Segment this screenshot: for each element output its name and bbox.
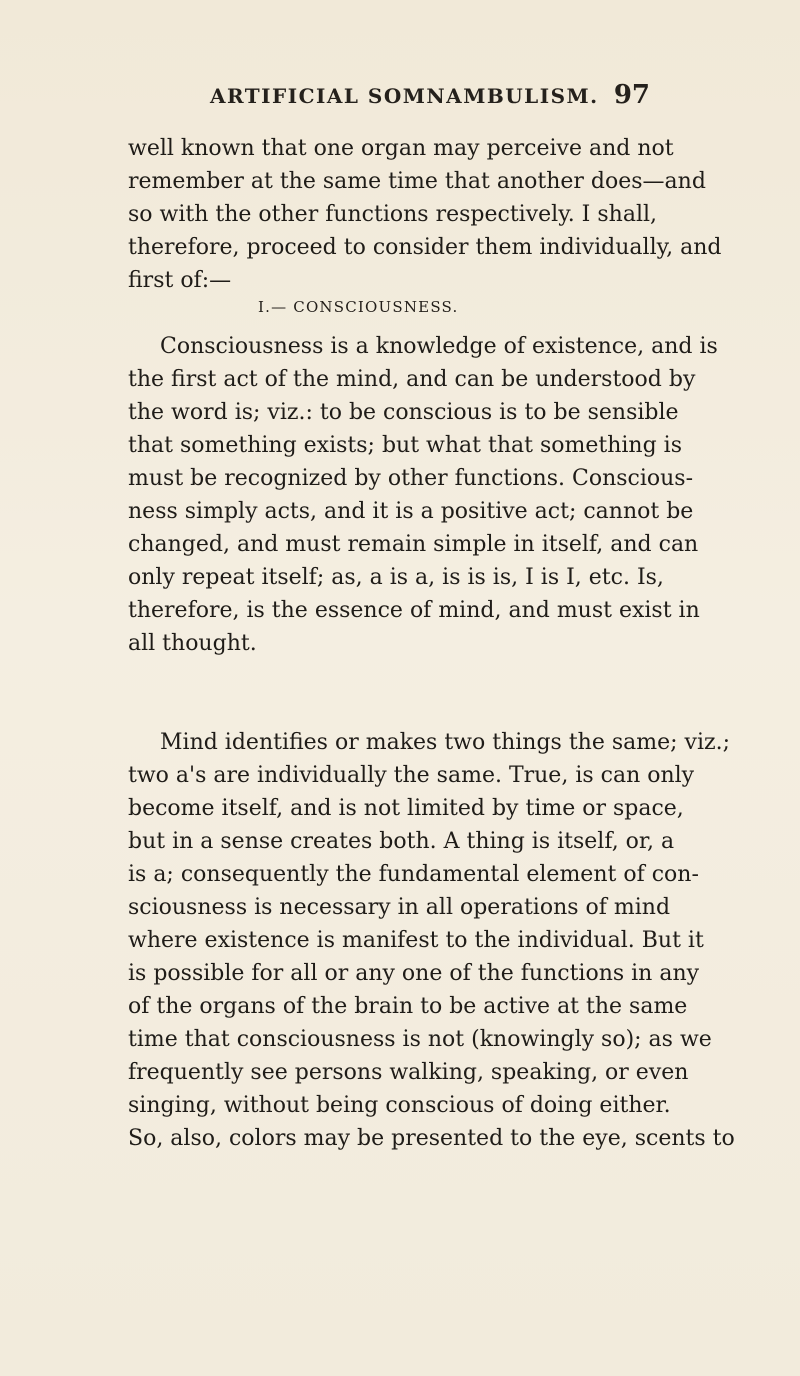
text-line: is possible for all or any one of the functions in any (128, 961, 700, 986)
text-line: well known that one organ may perceive and not (128, 136, 674, 161)
text-line: therefore, is the essence of mind, and must exist in (128, 598, 700, 623)
text-line: all thought. (128, 631, 257, 656)
text-line: first of:— (128, 268, 232, 293)
text-line: ness simply acts, and it is a positive act; cannot be (128, 499, 694, 524)
text-line: become itself, and is not limited by time or space, (128, 796, 684, 821)
text-line: must be recognized by other functions. Conscious- (128, 466, 694, 491)
text-line: but in a sense creates both. A thing is itself, or, a (128, 829, 675, 854)
text-line: Consciousness is a knowledge of existence, and is (160, 334, 718, 359)
text-line: Mind identifies or makes two things the same; viz.; (160, 730, 731, 755)
text-line: the word is; viz.: to be conscious is to be sensible (128, 400, 679, 425)
paragraph-3 (128, 726, 735, 1155)
text-line: only repeat itself; as, a is a, is is is, I is I, etc. Is, (128, 565, 664, 590)
paragraph-2 (128, 330, 718, 660)
text-line: so with the other functions respectively. I shall, (128, 202, 658, 227)
text-line: remember at the same time that another does—and (128, 169, 706, 194)
text-line: where existence is manifest to the individual. But it (128, 928, 704, 953)
text-line: sciousness is necessary in all operations of mind (128, 895, 671, 920)
text-line: is a; consequently the fundamental element of con- (128, 862, 699, 887)
text-line: time that consciousness is not (knowingly so); as we (128, 1027, 712, 1052)
text-line: therefore, proceed to consider them individually, and (128, 235, 722, 260)
paragraph-1 (128, 132, 722, 297)
running-head-title: ARTIFICIAL SOMNAMBULISM. (210, 84, 599, 108)
page-number: 97 (613, 80, 650, 110)
text-line: frequently see persons walking, speaking, or even (128, 1060, 689, 1085)
text-line: of the organs of the brain to be active at the same (128, 994, 688, 1019)
text-line: singing, without being conscious of doing either. (128, 1093, 671, 1118)
text-line: the first act of the mind, and can be understood by (128, 367, 696, 392)
running-head (210, 80, 650, 110)
text-line: two a's are individually the same. True, is can only (128, 763, 695, 788)
text-line: that something exists; but what that something is (128, 433, 682, 458)
section-heading: I.— CONSCIOUSNESS. (258, 298, 459, 316)
text-line: So, also, colors may be presented to the eye, scents to (128, 1126, 735, 1151)
text-line: changed, and must remain simple in itself, and can (128, 532, 699, 557)
